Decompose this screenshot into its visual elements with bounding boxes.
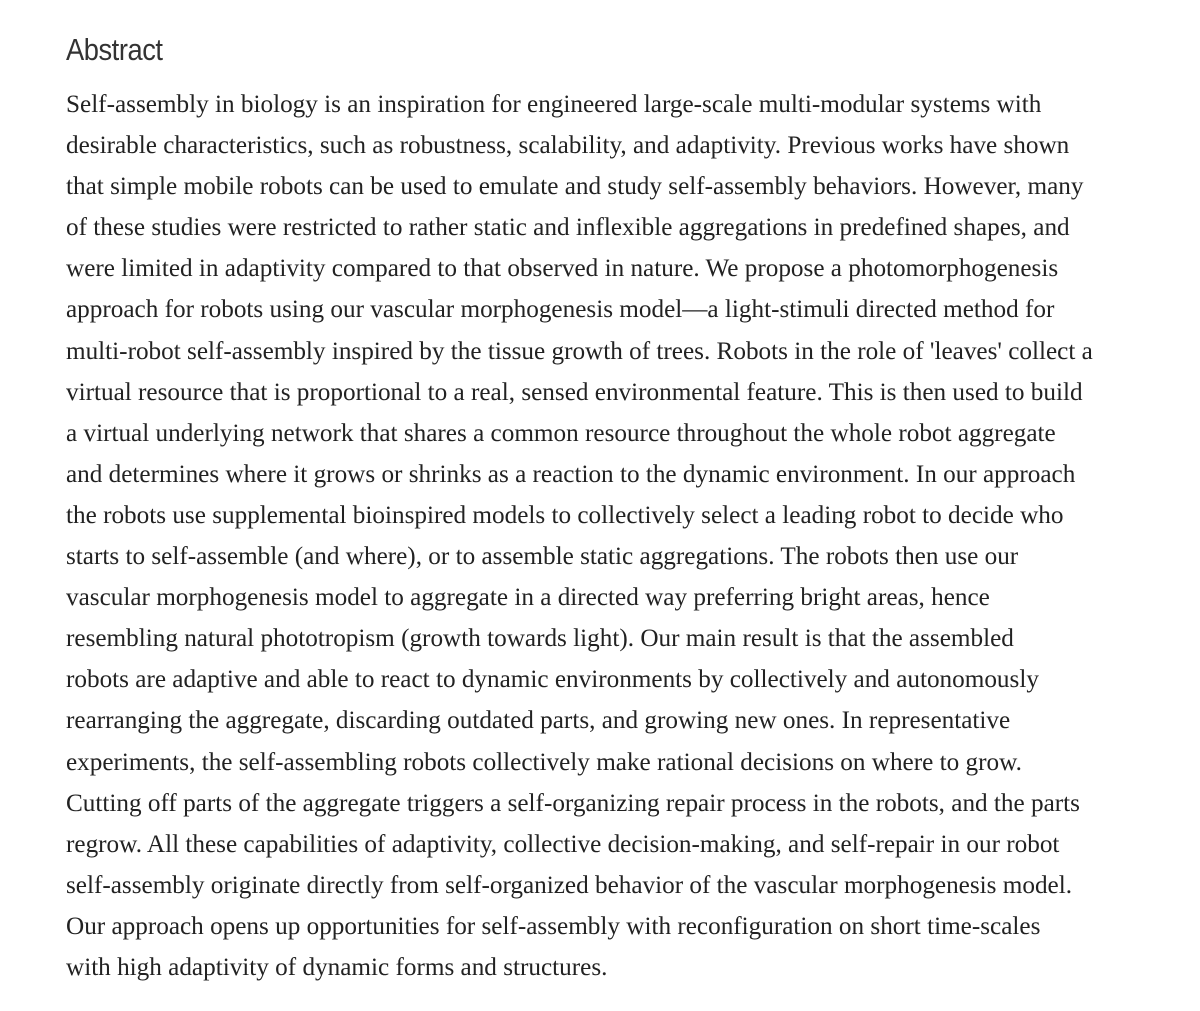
abstract-line: a virtual underlying network that shares a common resource throughout the whole robot aggregate bbox=[66, 419, 1056, 447]
abstract-line: that simple mobile robots can be used to emulate and study self-assembly behaviors. However, many bbox=[66, 173, 1084, 201]
abstract-line: Our approach opens up opportunities for self-assembly with reconfiguration on short time-scales bbox=[66, 912, 1041, 940]
abstract-line: and determines where it grows or shrinks as a reaction to the dynamic environment. In our approach bbox=[66, 460, 1076, 488]
abstract-heading: Abstract bbox=[66, 32, 163, 67]
abstract-line: Cutting off parts of the aggregate triggers a self-organizing repair process in the robots, and the parts bbox=[66, 789, 1080, 817]
abstract-line: were limited in adaptivity compared to that observed in nature. We propose a photomorphogenesis bbox=[66, 255, 1059, 283]
abstract-line: self-assembly originate directly from self-organized behavior of the vascular morphogenesis model. bbox=[66, 871, 1073, 899]
abstract-line: approach for robots using our vascular morphogenesis model—a light-stimuli directed method for bbox=[66, 296, 1055, 324]
abstract-body bbox=[66, 84, 1191, 988]
abstract-line: with high adaptivity of dynamic forms and structures. bbox=[66, 953, 608, 981]
abstract-line: experiments, the self-assembling robots collectively make rational decisions on where to grow. bbox=[66, 748, 1022, 776]
abstract-line: the robots use supplemental bioinspired models to collectively select a leading robot to decide who bbox=[66, 501, 1064, 529]
abstract-line: desirable characteristics, such as robustness, scalability, and adaptivity. Previous works have shown bbox=[66, 132, 1070, 160]
abstract-line: starts to self-assemble (and where), or to assemble static aggregations. The robots then use our bbox=[66, 543, 1019, 571]
abstract-line: rearranging the aggregate, discarding outdated parts, and growing new ones. In representative bbox=[66, 707, 1011, 735]
abstract-line: regrow. All these capabilities of adaptivity, collective decision-making, and self-repair in our robot bbox=[66, 830, 1060, 858]
abstract-line: multi-robot self-assembly inspired by the tissue growth of trees. Robots in the role of 'leaves' collect a bbox=[66, 337, 1093, 365]
abstract-line: virtual resource that is proportional to a real, sensed environmental feature. This is then used to build bbox=[66, 378, 1083, 406]
abstract-line: resembling natural phototropism (growth towards light). Our main result is that the assembled bbox=[66, 625, 1014, 653]
abstract-line: robots are adaptive and able to react to dynamic environments by collectively and autonomously bbox=[66, 666, 1039, 694]
abstract-line: vascular morphogenesis model to aggregate in a directed way preferring bright areas, hence bbox=[66, 584, 990, 612]
abstract-line: of these studies were restricted to rather static and inflexible aggregations in predefined shapes, and bbox=[66, 214, 1070, 242]
abstract-line: Self-assembly in biology is an inspiration for engineered large-scale multi-modular systems with bbox=[66, 91, 1042, 118]
